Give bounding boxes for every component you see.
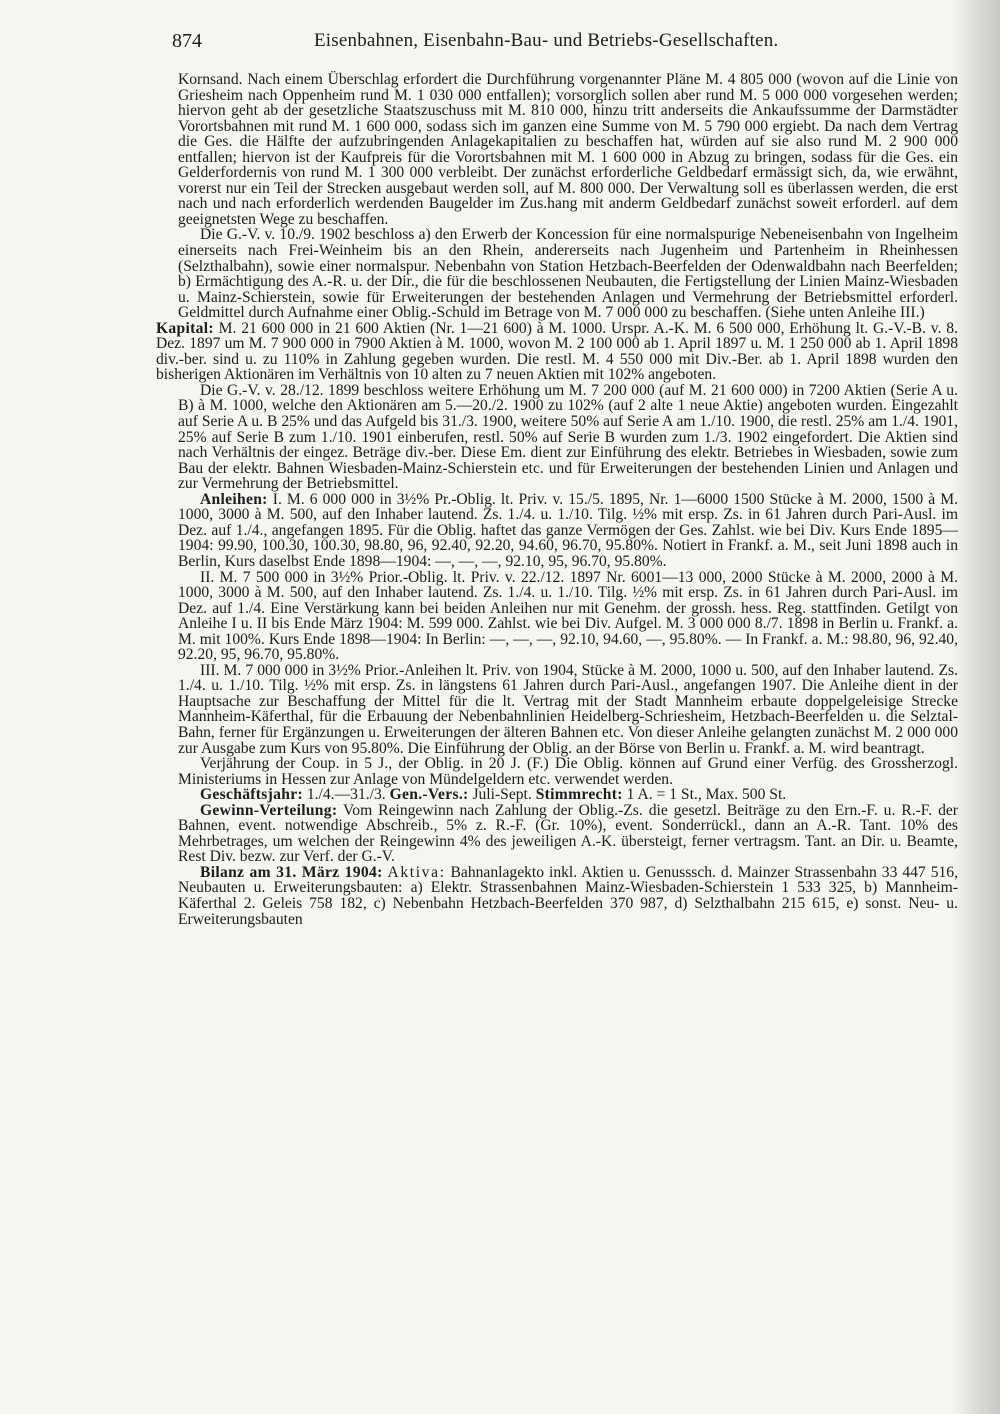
section-geschaeftsjahr	[178, 787, 958, 803]
paragraph-gv-1899: Die G.-V. v. 28./12. 1899 beschloss weitere Erhöhung um M. 7 200 000 (auf M. 21 600 000) in 7200 Aktien (Serie A u. B) à M. 1000, welche den Aktionären am 5.—20./2. 1900 zu 102% (auf 2 alte 1 neue Aktie) angeboten wurden. Eingezahlt auf Serie A u. B 25% und das Aufgeld bis 31./3. 1900, weitere 50% auf Serie A am 1./10. 1900, die restl. 25% am 1./4. 1901, 25% auf Serie B zum 1./10. 1901 einberufen, restl. 50% auf Serie B wurden zum 1./3. 1902 eingefordert. Die Aktien sind nach Verhältnis der eingez. Beträge div.-ber. Diese Em. dient zur Einführung des elektr. Betriebes in Wiesbaden, sowie zum Bau der elektr. Bahnen Wiesbaden-Mainz-Schierstein etc. und für Erweiterungen der bestehenden Linien und Anlagen und zur Vermehrung der Betriebsmittel.	[178, 381, 958, 493]
stimmrecht-text: 1 A. = 1 St., Max. 500 St.	[622, 786, 787, 804]
paragraph-gv-1902: Die G.-V. v. 10./9. 1902 beschloss a) den Erwerb der Koncession für eine normalspurige Nebeneisenbahn von Ingelheim einerseits nach Frei-Weinheim bis an den Rhein, andererseits nach Jugenheim und Partenheim in Rheinhessen (Selzthalbahn), sowie einer normalspur. Nebenbahn von Station Hetzbach-Beerfelden der Odenwaldbahn nach Beerfelden; b) Ermächtigung des A.-R. u. der Dir., die für die beschlossenen Neubauten, die Fertigstellung der Linien Mainz-Wiesbaden u. Mainz-Schierstein, sowie für Erweiterungen der bestehenden Anlagen und Vermehrung der Betriebsmittel erforderl. Geldmittel durch Aufnahme einer Oblig.-Schuld im Betrage von M. 7 000 000 zu beschaffen. (Siehe unten Anleihe III.)	[178, 226, 958, 322]
bilanz-heading: Bilanz am 31. März 1904:	[200, 863, 383, 881]
running-head: Eisenbahnen, Eisenbahn-Bau- und Betriebs-Gesellschaften.	[314, 30, 779, 51]
bilanz-aktiva-label: Aktiva:	[387, 863, 446, 881]
paragraph-anleihe-2: II. M. 7 500 000 in 3½% Prior.-Oblig. lt. Priv. v. 22./12. 1897 Nr. 6001—13 000, 2000 Stücke à M. 2000, 2000 à M. 1000, 3000 à M. 500, auf den Inhaber lautend. Zs. 1./4. u. 1./10. Tilg. ½% mit ersp. Zs. in 61 Jahren durch Pari-Ausl. im Dez. auf 1./4. Eine Verstärkung kann bei beiden Anleihen nur mit Genehm. der grossh. hess. Reg. stattfinden. Getilgt von Anleihe I u. II bis Ende März 1904: M. 599 000. Zahlst. wie bei Div. Aufgel. M. 3 000 000 8./7. 1898 in Berlin u. Frankf. a. M. mit 100%. Kurs Ende 1898—1904: In Berlin: —, —, —, 92.10, 94.60, —, 95.80%. — In Frankf. a. M.: 98.80, 96, 92.40, 92.20, 95, 96.70, 95.80%.	[178, 568, 958, 664]
page-header	[172, 30, 952, 56]
paragraph-plan: Kornsand. Nach einem Überschlag erfordert die Durchführung vorgenannter Pläne M. 4 805 000 (wovon auf die Linie von Griesheim nach Oppenheim rund M. 1 030 000 entfallen); vorsorglich sollen aber rund M. 5 000 000 vorgesehen werden; hiervon geht ab der gesetzliche Staatszuschuss mit M. 810 000, hinzu tritt anderseits die Ankaufssumme der Darmstädter Vorortsbahnen mit rund M. 1 600 000, sodass sich im ganzen eine Summe von M. 5 790 000 ergiebt. Da nach dem Vertrag die Ges. die Hälfte der aufzubringenden Anlagekapitalien zu beschaffen hat, würden auf sie also rund M. 2 900 000 entfallen; hiervon ist der Kaufpreis für die Vorortsbahnen mit M. 1 600 000 in Abzug zu bringen, sodass für die Ges. ein Gelderfordernis von rund M. 1 300 000 verbleibt. Der zunächst erforderliche Geldbedarf ermässigt sich, da, wie erwähnt, vorerst nur ein Teil der Strecken ausgebaut werden soll, auf M. 800 000. Der Verwaltung soll es überlassen werden, die erst nach und nach erforderlich werdenden Baugelder im Zus.hang mit anderm Geldbedarf zunächst soweit erforderl. auf dem geeignetsten Wege zu beschaffen.	[178, 71, 958, 228]
section-gewinn-verteilung	[178, 803, 958, 865]
page-shadow-edge	[952, 0, 1000, 1414]
genvers-heading: Gen.-Vers.:	[389, 786, 469, 804]
geschaeftsjahr-heading: Geschäftsjahr:	[200, 786, 303, 804]
paragraph-anleihe-3: III. M. 7 000 000 in 3½% Prior.-Anleihen lt. Priv. von 1904, Stücke à M. 2000, 1000 u. 500, auf den Inhaber lautend. Zs. 1./4. u. 1./10. Tilg. ½% mit ersp. Zs. in längstens 61 Jahren durch Pari-Ausl., angefangen 1907. Die Anleihe dient in der Hauptsache zur Beschaffung der Mittel für die lt. Vertrag mit der Stadt Mannheim erbaute doppelgeleisige Strecke Mannheim-Käferthal, für die Erbauung der Nebenbahnlinien Heidelberg-Schriesheim, Hetzbach-Beerfelden u. die Selztal-Bahn, ferner für Ergänzungen u. Erweiterungen der älteren Bahnen etc. Von dieser Anleihe gelangten zunächst M. 2 000 000 zur Ausgabe zum Kurs von 95.80%. Die Einführung der Oblig. an der Börse von Berlin u. Frankf. a. M. wird beantragt.	[178, 661, 958, 757]
section-bilanz	[178, 865, 958, 927]
anleihen-text: I. M. 6 000 000 in 3½% Pr.-Oblig. lt. Priv. v. 15./5. 1895, Nr. 1—6000 1500 Stücke à M. 2000, 1500 à M. 1000, 3000 à M. 500, auf den Inhaber lautend. Zs. 1./4. u. 1./10. Tilg. ½% mit ersp. Zs. in 61 Jahren durch Pari-Ausl. im Dez. auf 1./4., angefangen 1895. Für die Oblig. haftet das ganze Vermögen der Ges. Zahlst. wie bei Div. Kurs Ende 1895—1904: 99.90, 100.30, 100.30, 98.80, 96, 92.40, 92.20, 94.60, 96.70, 95.80%. Notiert in Frankf. a. M., seit Juni 1898 auch in Berlin, Kurs daselbst Ende 1898—1904: —, —, —, 92.10, 95, 96.70, 95.80%.	[178, 490, 958, 570]
gewinn-verteilung-heading: Gewinn-Verteilung:	[200, 801, 338, 819]
anleihen-heading: Anleihen:	[200, 490, 268, 508]
kapital-heading: Kapital:	[156, 319, 214, 337]
section-kapital	[156, 321, 958, 383]
page-number: 874	[172, 30, 202, 52]
paragraph-verjaehrung: Verjährung der Coup. in 5 J., der Oblig. in 20 J. (F.) Die Oblig. können auf Grund einer Verfüg. des Grossherzogl. Ministeriums in Hessen zur Anlage von Mündelgeldern etc. verwendet werden.	[178, 755, 958, 788]
stimmrecht-heading: Stimmrecht:	[535, 786, 623, 804]
bilanz-text: Bahnanlagekto inkl. Aktien u. Genusssch. d. Mainzer Strassenbahn 33 447 516, Neubauten u. Erweiterungsbauten: a) Elektr. Strassenbahnen Mainz-Wiesbaden-Schierstein 1 533 325, b) Mannheim-Käferthal 2. Geleis 758 182, c) Nebenbahn Hetzbach-Beerfelden 370 987, d) Selzthalbahn 215 615, e) sonst. Neu- u. Erweiterungsbauten	[178, 863, 958, 928]
gewinn-verteilung-text: Vom Reingewinn nach Zahlung der Oblig.-Zs. die gesetzl. Beiträge zu den Ern.-F. u. R.-F. der Bahnen, event. notwendige Abschreib., 5% z. R.-F. (Gr. 10%), event. Sonderrückl., dann an A.-R. Tant. 10% des Mehrbetrages, um welchen der Reingewinn 4% des jeweiligen A.-K. übersteigt, ferner vertragsm. Tant. an Dir. u. Beamte, Rest Div. bezw. zur Verf. der G.-V.	[178, 801, 958, 866]
kapital-text: M. 21 600 000 in 21 600 Aktien (Nr. 1—21 600) à M. 1000. Urspr. A.-K. M. 6 500 000, Erhöhung lt. G.-V.-B. v. 8. Dez. 1897 um M. 7 900 000 in 7900 Aktien à M. 1000, wovon M. 2 100 000 ab 1. April 1897 u. M. 1 250 000 ab 1. April 1898 div.-ber. sind u. zu 110% in Zahlung gegeben wurden. Die restl. M. 4 550 000 mit Div.-Ber. ab 1. April 1898 wurden den bisherigen Aktionären im Verhältnis von 10 alten zu 7 neuen Aktien mit 102% angeboten.	[156, 319, 958, 384]
genvers-text: Juli-Sept.	[468, 786, 536, 804]
body-text	[156, 71, 958, 928]
geschaeftsjahr-text: 1./4.—31./3.	[302, 786, 390, 804]
section-anleihen	[178, 492, 958, 570]
